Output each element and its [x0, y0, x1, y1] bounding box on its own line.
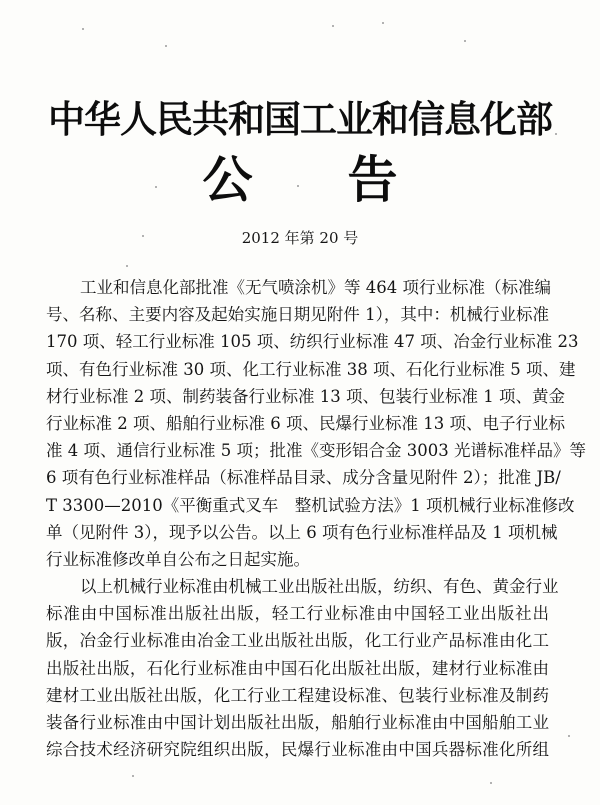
body-line: 单（见附件 3），现予以公告。以上 6 项有色行业标准样品及 1 项机械: [46, 522, 558, 542]
scan-speck: [126, 265, 128, 267]
body-line: 项、有色行业标准 30 项、化工行业标准 38 项、石化行业标准 5 项、建: [46, 359, 576, 379]
paragraph-2: [46, 573, 559, 763]
body-line: 综合技术经济研究院组织出版，民爆行业标准由中国兵器标准化所组: [46, 740, 549, 760]
scan-speck: [464, 40, 466, 42]
issue-number: 2012 年第 20 号: [241, 229, 359, 247]
document-type-heading: [0, 152, 600, 208]
scan-speck: [382, 22, 384, 24]
announcement-body: [46, 274, 586, 763]
body-line: 建材工业出版社出版，化工行业工程建设标准、包装行业标准及制药: [46, 685, 549, 705]
body-line: 170 项、轻工行业标准 105 项、纺织行业标准 47 项、冶金行业标准 23: [46, 332, 579, 352]
heading-char-1: 公: [202, 150, 253, 209]
body-line: 行业标准修改单自公布之日起实施。: [46, 549, 310, 569]
paragraph-1: [46, 274, 586, 573]
body-line: 版，冶金行业标准由冶金工业出版社出版，化工行业产品标准由化工: [46, 631, 549, 651]
ministry-title: 中华人民共和国工业和信息化部: [48, 98, 552, 141]
body-line: 出版社出版，石化行业标准由中国石化出版社出版，建材行业标准由: [46, 658, 549, 678]
body-line: T 3300—2010《平衡重式叉车 整机试验方法》1 项机械行业标准修改: [46, 495, 575, 515]
scan-speck: [490, 782, 492, 784]
body-line: 工业和信息化部批准《无气喷涂机》等 464 项行业标准（标准编: [80, 278, 551, 297]
body-line: 以上机械行业标准由机械工业出版社出版，纺织、有色、黄金行业: [80, 577, 559, 597]
scan-speck: [132, 775, 134, 777]
body-line: 材行业标准 2 项、制药装备行业标准 13 项、包装行业标准 1 项、黄金: [46, 386, 565, 406]
body-line: 准 4 项、通信行业标准 5 项；批准《变形铝合金 3003 光谱标准样品》等: [46, 441, 586, 461]
body-line: 行业标准 2 项、船舶行业标准 6 项、民爆行业标准 13 项、电子行业标: [46, 413, 565, 433]
body-line: 号、名称、主要内容及起始实施日期见附件 1），其中：机械行业标准: [46, 305, 549, 325]
body-line: 6 项有色行业标准样品（标准样品目录、成分含量见附件 2）；批准 JB/: [46, 468, 561, 488]
heading-char-2: 告: [347, 150, 398, 209]
scan-speck: [165, 45, 167, 47]
scan-speck: [82, 28, 84, 30]
body-line: 装备行业标准由中国计划出版社出版，船舶行业标准由中国船舶工业: [46, 713, 549, 732]
body-line: 标准由中国标准出版社出版，轻工行业标准由中国轻工业出版社出: [46, 604, 549, 624]
scan-speck: [332, 25, 334, 27]
scan-speck: [568, 735, 570, 737]
